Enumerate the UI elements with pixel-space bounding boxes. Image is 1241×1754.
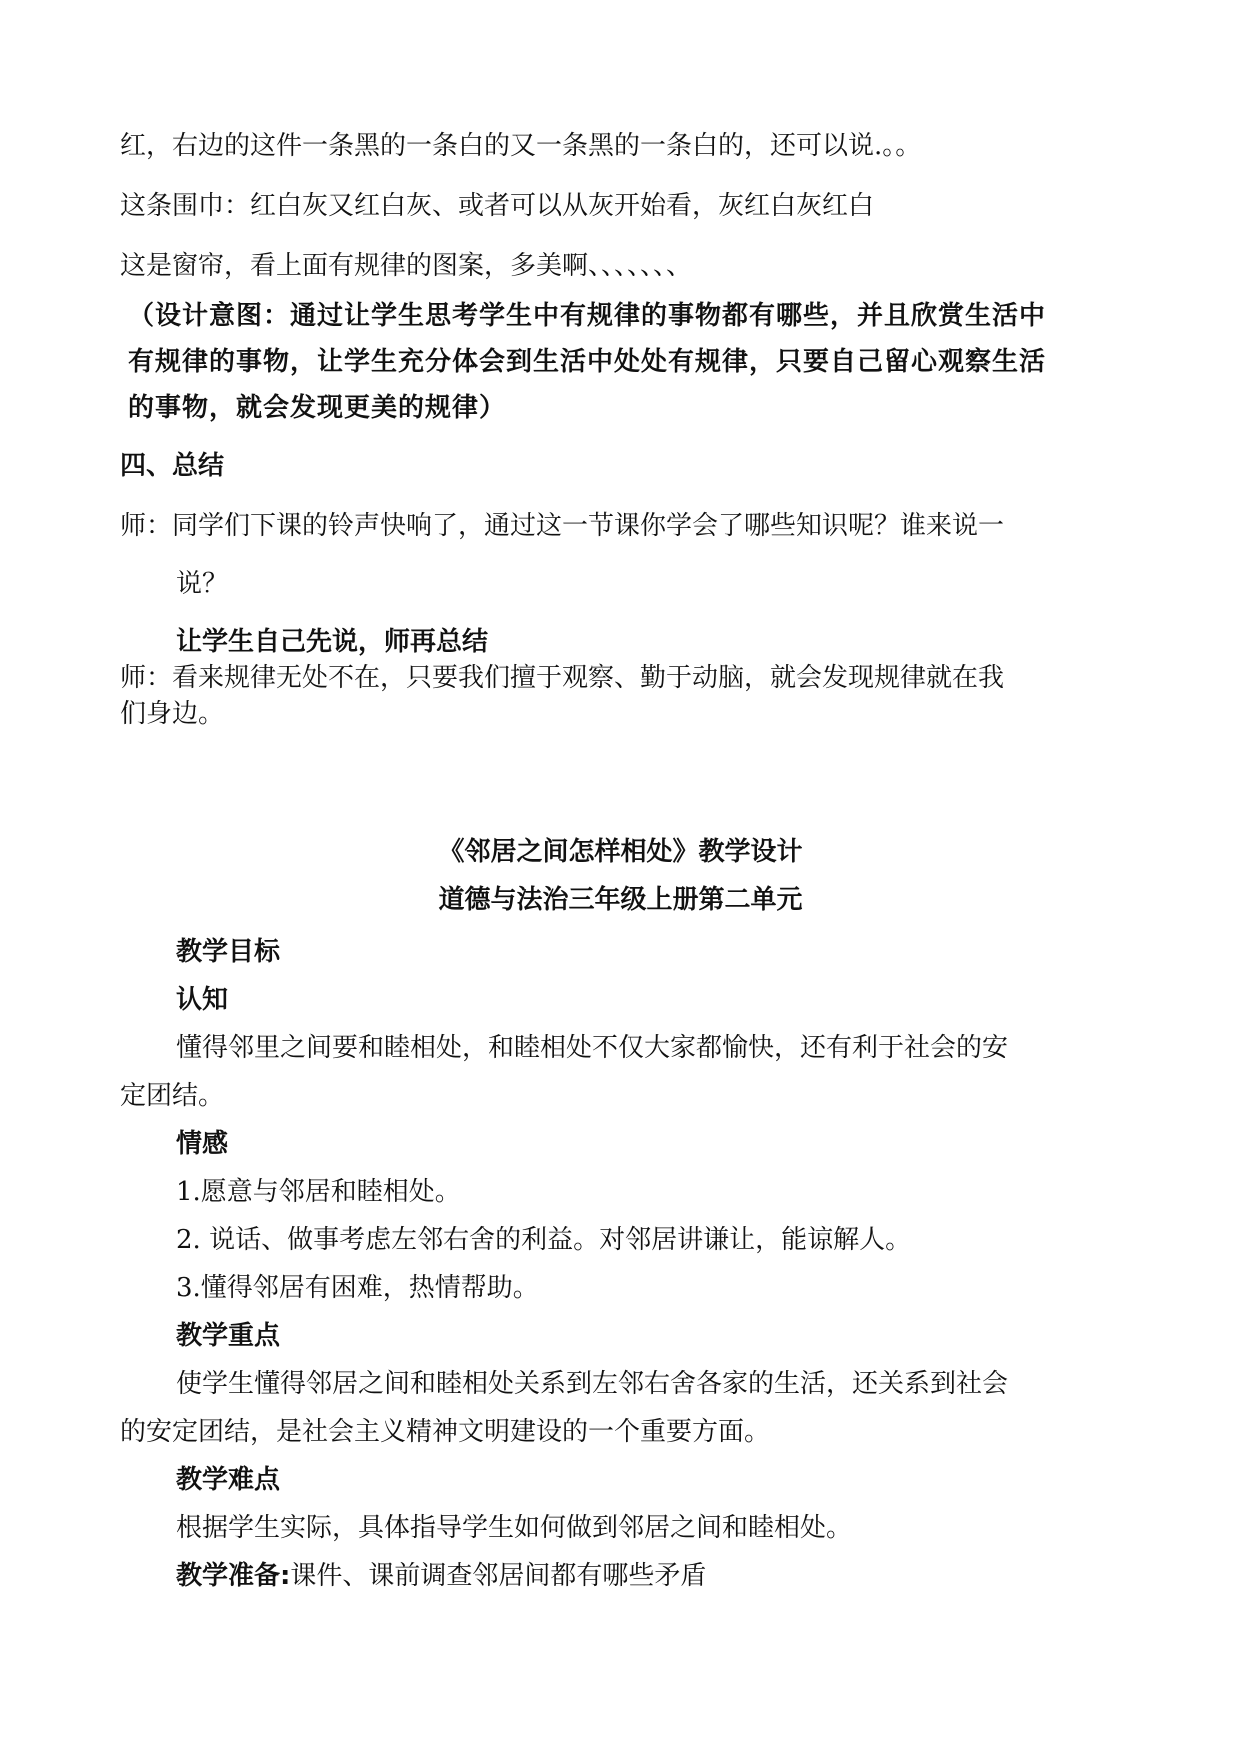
text-line-curtain: 这是窗帘，看上面有规律的图案，多美啊、、、、、、、	[120, 251, 693, 281]
key-point-text-line-2: 的安定团结，是社会主义精神文明建设的一个重要方面。	[120, 1417, 771, 1447]
design-intent-line-3: 的事物，就会发现更美的规律）	[128, 393, 507, 423]
emotion-heading: 情感	[176, 1129, 229, 1159]
difficulty-text: 根据学生实际，具体指导学生如何做到邻居之间和睦相处。	[176, 1513, 853, 1543]
preparation-line	[176, 1558, 1186, 1594]
key-point-heading: 教学重点	[176, 1321, 281, 1351]
cognition-text-line-1: 懂得邻里之间要和睦相处，和睦相处不仅大家都愉快，还有利于社会的安	[176, 1033, 1009, 1063]
emotion-item: 1.愿意与邻居和睦相处。	[176, 1177, 461, 1207]
summary-heading: 四、总结	[120, 451, 225, 481]
difficulty-heading: 教学难点	[176, 1465, 281, 1495]
design-intent-line-2: 有规律的事物，让学生充分体会到生活中处处有规律，只要自己留心观察生活	[128, 347, 1047, 377]
teacher-end-line-1: 师：看来规律无处不在，只要我们擅于观察、勤于动脑，就会发现规律就在我	[120, 663, 1005, 693]
lesson-title: 《邻居之间怎样相处》教学设计	[438, 837, 803, 867]
preparation-label: 教学准备:	[176, 1561, 291, 1591]
emotion-item: 3.懂得邻居有困难，热情帮助。	[176, 1273, 539, 1303]
cognition-heading: 认知	[176, 985, 229, 1015]
key-point-text-line-1: 使学生懂得邻居之间和睦相处关系到左邻右舍各家的生活，还关系到社会	[176, 1369, 1009, 1399]
objectives-heading: 教学目标	[176, 937, 281, 967]
text-line-scarf: 这条围巾：红白灰又红白灰、或者可以从灰开始看，灰红白灰红白	[120, 191, 875, 221]
emotion-item: 2. 说话、做事考虑左邻右舍的利益。对邻居讲谦让，能谅解人。	[176, 1225, 912, 1255]
teacher-question-line-1: 师：同学们下课的铃声快响了，通过这一节课你学会了哪些知识呢？谁来说一	[120, 511, 1005, 541]
design-intent-line-1: （设计意图：通过让学生思考学生中有规律的事物都有哪些，并且欣赏生活中	[128, 301, 1047, 331]
lesson-subtitle: 道德与法治三年级上册第二单元	[438, 885, 803, 915]
cognition-text-line-2: 定团结。	[120, 1081, 225, 1111]
teacher-end-line-2: 们身边。	[120, 699, 225, 729]
preparation-text: 课件、课前调查邻居间都有哪些矛盾	[290, 1561, 707, 1591]
teacher-question-line-2: 说？	[176, 569, 229, 599]
text-line-red-right: 红，右边的这件一条黑的一条白的又一条黑的一条白的，还可以说.。。	[120, 131, 922, 161]
student-first-note: 让学生自己先说，师再总结	[176, 627, 489, 657]
